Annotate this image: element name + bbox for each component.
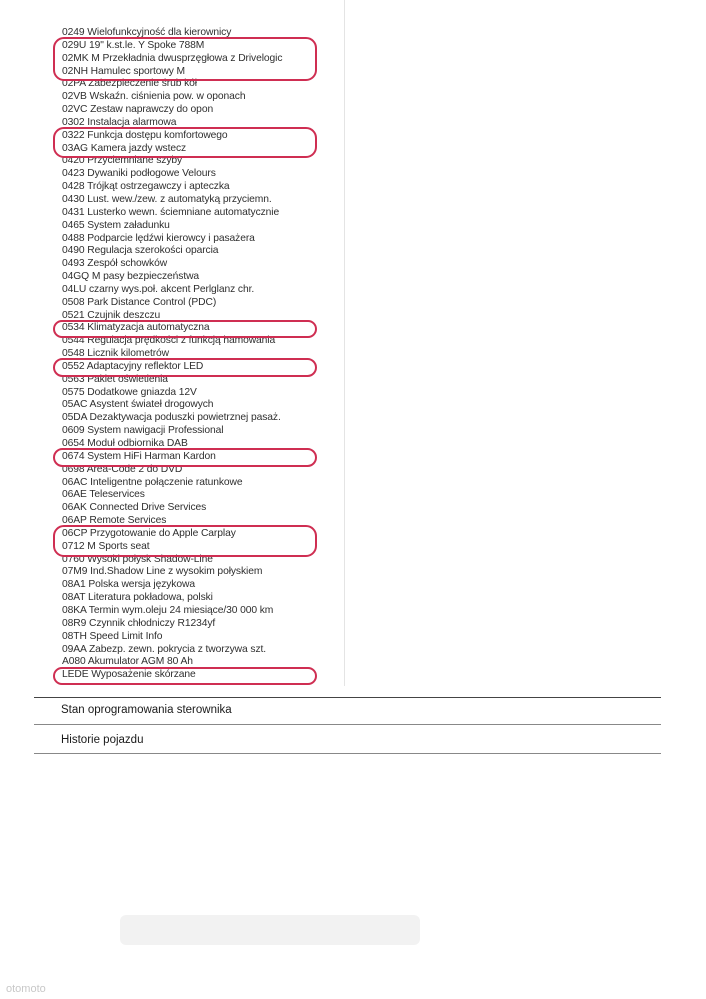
option-item: 06AK Connected Drive Services xyxy=(62,502,207,514)
option-item: 0544 Regulacja prędkości z funkcją hamowania xyxy=(62,335,276,347)
option-item: 02NH Hamulec sportowy M xyxy=(62,65,186,77)
section-divider-top xyxy=(34,697,661,698)
option-item: 06AP Remote Services xyxy=(62,515,167,527)
option-item: 08AT Literatura pokładowa, polski xyxy=(62,592,213,604)
option-item: 0430 Lust. wew./zew. z automatyką przyciemn. xyxy=(62,193,272,205)
option-item: 08A1 Polska wersja językowa xyxy=(62,579,195,591)
option-item: 0302 Instalacja alarmowa xyxy=(62,116,177,128)
option-item: 05AC Asystent świateł drogowych xyxy=(62,399,214,411)
option-item: 0698 Area-Code 2 do DVD xyxy=(62,463,183,475)
option-item: 08TH Speed Limit Info xyxy=(62,630,163,642)
option-item: 02PA Zabezpieczenie śrub kół xyxy=(62,78,197,90)
option-item: 0493 Zespół schowków xyxy=(62,258,168,270)
option-item: 06AC Inteligentne połączenie ratunkowe xyxy=(62,476,243,488)
section-divider-bottom xyxy=(34,753,661,754)
section-divider-middle xyxy=(34,724,661,725)
option-item: LEDE Wyposażenie skórzane xyxy=(62,669,196,681)
option-item: 0712 M Sports seat xyxy=(62,540,150,552)
option-item: 0552 Adaptacyjny reflektor LED xyxy=(62,360,204,372)
option-item: 0423 Dywaniki podłogowe Velours xyxy=(62,168,216,180)
column-divider xyxy=(344,0,345,686)
option-item: 0654 Moduł odbiornika DAB xyxy=(62,438,188,449)
option-item: 0488 Podparcie lędźwi kierowcy i pasażera xyxy=(62,232,255,244)
option-item: 05DA Dezaktywacja poduszki powietrznej pasaż. xyxy=(62,412,281,424)
option-item: 0465 System załadunku xyxy=(62,219,170,231)
option-item: 08R9 Czynnik chłodniczy R1234yf xyxy=(62,617,216,629)
option-item: 04GQ M pasy bezpieczeństwa xyxy=(62,271,200,283)
watermark-logo: otomoto xyxy=(6,983,46,995)
controller-software-heading: Stan oprogramowania sterownika xyxy=(61,704,232,716)
option-item: 0249 Wielofunkcyjność dla kierownicy xyxy=(62,27,232,38)
faded-stamp xyxy=(120,915,420,945)
option-item: 08KA Termin wym.oleju 24 miesiące/30 000 km xyxy=(62,604,274,616)
option-item: 06AE Teleservices xyxy=(62,489,145,501)
option-item: 03AG Kamera jazdy wstecz xyxy=(62,142,187,154)
option-item: 04LU czarny wys.poł. akcent Perlglanz chr. xyxy=(62,283,255,295)
vehicle-history-heading: Historie pojazdu xyxy=(61,734,144,746)
option-item: 02VC Zestaw naprawczy do opon xyxy=(62,104,214,116)
option-item: 0534 Klimatyzacja automatyczna xyxy=(62,322,210,334)
option-item: 0548 Licznik kilometrów xyxy=(62,348,170,360)
option-item: 0575 Dodatkowe gniazda 12V xyxy=(62,386,197,398)
option-item: 0508 Park Distance Control (PDC) xyxy=(62,296,217,308)
option-item: A080 Akumulator AGM 80 Ah xyxy=(62,656,193,668)
option-item: 09AA Zabezp. zewn. pokrycia z tworzywa szt. xyxy=(62,643,267,655)
option-item: 0521 Czujnik deszczu xyxy=(62,309,161,321)
option-item: 07M9 Ind.Shadow Line z wysokim połyskiem xyxy=(62,566,263,578)
option-item: 02MK M Przekładnia dwusprzęgłowa z Drivelogic xyxy=(62,52,283,64)
option-item: 0420 Przyciemniane szyby xyxy=(62,155,183,167)
equipment-options-list xyxy=(62,27,342,682)
option-item: 0428 Trójkąt ostrzegawczy i apteczka xyxy=(62,181,230,193)
option-item: 0431 Lusterko wewn. ściemniane automatycznie xyxy=(62,206,280,218)
option-item: 029U 19" k.st.le. Y Spoke 788M xyxy=(62,39,205,51)
option-item: 06CP Przygotowanie do Apple Carplay xyxy=(62,527,236,539)
option-item: 02VB Wskaźn. ciśnienia pow. w oponach xyxy=(62,91,246,103)
option-item: 0674 System HiFi Harman Kardon xyxy=(62,450,216,462)
option-item: 0322 Funkcja dostępu komfortowego xyxy=(62,129,228,141)
option-item: 0490 Regulacja szerokości oparcia xyxy=(62,245,219,257)
option-item: 0609 System nawigacji Professional xyxy=(62,425,224,437)
option-item: 0563 Pakiet oświetlenia xyxy=(62,373,168,385)
option-item: 0760 Wysoki połysk Shadow-Line xyxy=(62,553,213,565)
